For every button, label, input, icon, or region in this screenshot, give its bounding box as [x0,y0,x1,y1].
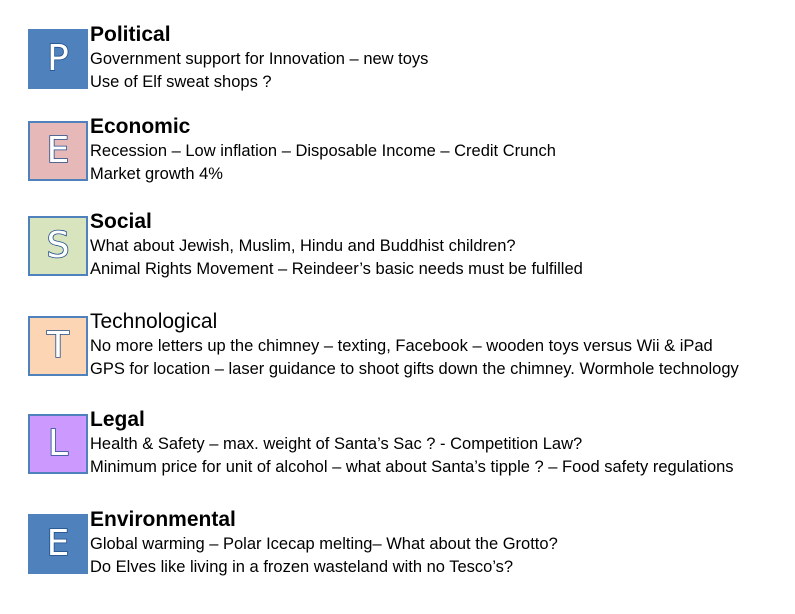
letter-p: P [47,38,69,79]
heading-legal: Legal [90,408,145,431]
heading-technological: Technological [90,310,218,333]
social-line-1: What about Jewish, Muslim, Hindu and Buddhist children? [90,237,516,255]
pestle-row-technological [28,310,788,388]
environmental-line-2: Do Elves like living in a frozen wasteland with no Tesco’s? [90,558,514,576]
letter-box-t [28,316,88,376]
economic-line-1: Recession – Low inflation – Disposable Income – Credit Crunch [90,142,556,160]
economic-line-2: Market growth 4% [90,165,223,183]
pestle-row-political [28,23,788,101]
political-line-1: Government support for Innovation – new toys [90,50,429,68]
letter-s: S [46,225,70,266]
pestle-row-legal [28,408,788,486]
letter-box-e-economic [28,121,88,181]
heading-environmental: Environmental [90,508,236,531]
letter-box-s [28,216,88,276]
social-line-2: Animal Rights Movement – Reindeer’s basic needs must be fulfilled [90,260,583,278]
letter-box-p [28,29,88,89]
legal-line-2: Minimum price for unit of alcohol – what about Santa’s tipple ? – Food safety regulations [90,458,734,476]
pestle-row-social [28,210,788,288]
letter-l: L [47,423,69,464]
letter-t: T [47,325,69,366]
technological-line-1: No more letters up the chimney – texting, Facebook – wooden toys versus Wii & iPad [90,337,713,355]
heading-social: Social [90,210,152,233]
letter-e-economic: E [46,130,70,171]
letter-e-environmental: E [46,523,70,564]
legal-line-1: Health & Safety – max. weight of Santa’s Sac ? - Competition Law? [90,435,583,453]
letter-box-l [28,414,88,474]
pestle-row-economic [28,115,788,193]
heading-economic: Economic [90,115,191,138]
letter-box-e-environmental [28,514,88,574]
technological-line-2: GPS for location – laser guidance to shoot gifts down the chimney. Wormhole technology [90,360,739,378]
pestle-row-environmental [28,508,788,586]
political-line-2: Use of Elf sweat shops ? [90,73,272,91]
heading-political: Political [90,23,171,46]
environmental-line-1: Global warming – Polar Icecap melting– What about the Grotto? [90,535,558,553]
